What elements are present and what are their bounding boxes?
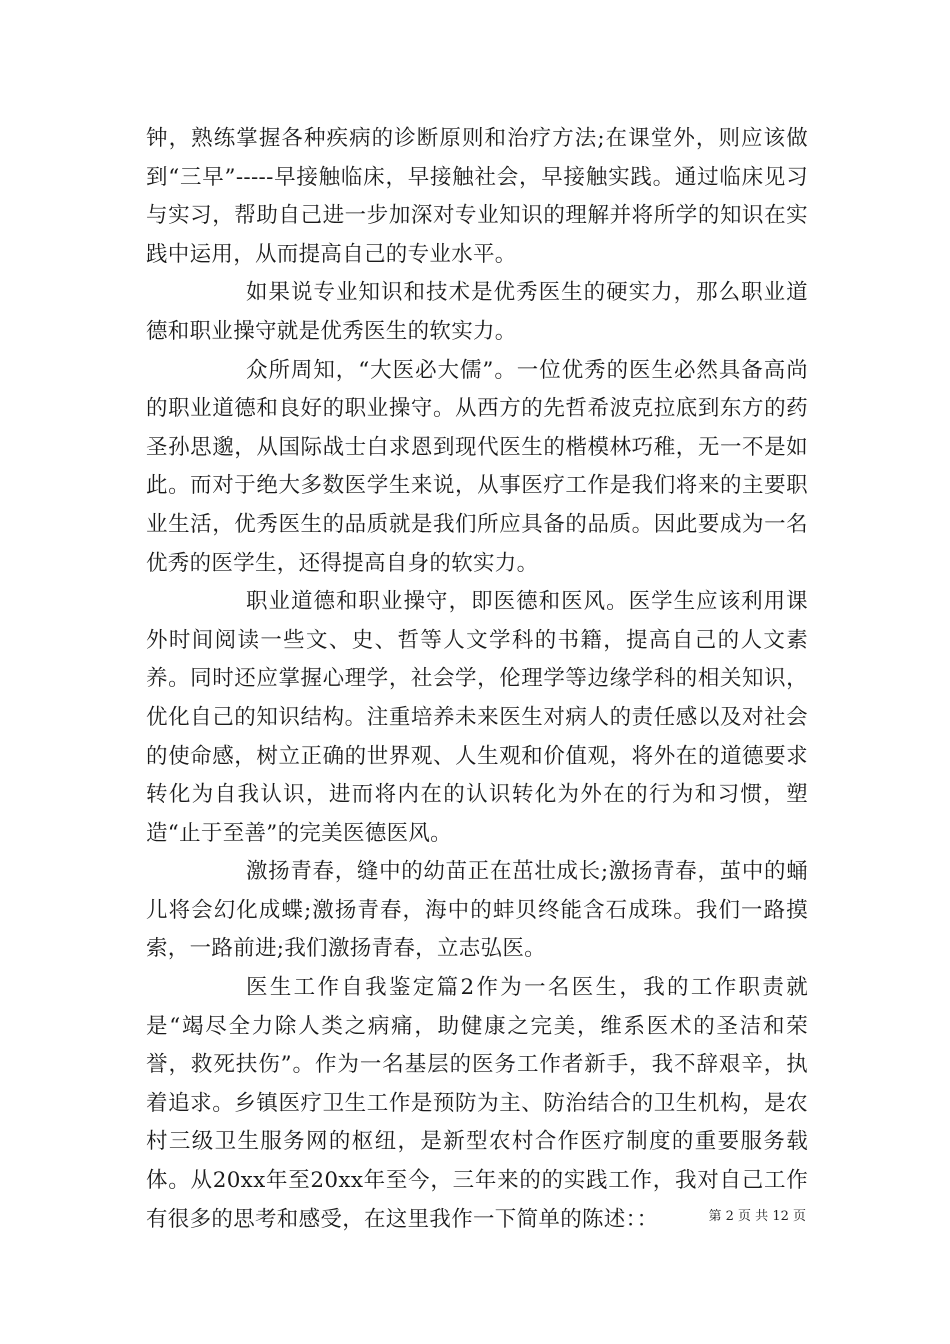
- paragraph-4: 职业道德和职业操守，即医德和医风。医学生应该利用课外时间阅读一些文、史、哲等人文学科的书籍，提高自己的人文素养。同时还应掌握心理学，社会学，伦理学等边缘学科的相关知识，优化自己的知识结构。注重培养未来医生对病人的责任感以及对社会的使命感，树立正确的世界观、人生观和价值观，将外在的道德要求转化为自我认识，进而将内在的认识转化为外在的行为和习惯，塑造“止于至善”的完美医德医风。: [146, 589, 808, 846]
- paragraph-3: 众所周知，“大医必大儒”。一位优秀的医生必然具备高尚的职业道德和良好的职业操守。从西方的先哲希波克拉底到东方的药圣孙思邈，从国际战士白求恩到现代医生的楷模林巧稚，无一不是如此。而对于绝大多数医学生来说，从事医疗工作是我们将来的主要职业生活，优秀医生的品质就是我们所应具备的品质。因此要成为一名优秀的医学生，还得提高自身的软实力。: [146, 357, 808, 576]
- page-number-footer: 第 2 页 共 12 页: [708, 1209, 806, 1224]
- paragraph-1: 钟，熟练掌握各种疾病的诊断原则和治疗方法;在课堂外，则应该做到“三早”-----早接触临床，早接触社会，早接触实践。通过临床见习与实习，帮助自己进一步加深对专业知识的理解并将所学的知识在实践中运用，从而提高自己的专业水平。: [146, 126, 808, 267]
- paragraph-6: 医生工作自我鉴定篇2作为一名医生，我的工作职责就是“竭尽全力除人类之病痛，助健康之完美，维系医术的圣洁和荣誉，救死扶伤”。作为一名基层的医务工作者新手，我不辞艰辛，执着追求。乡镇医疗卫生工作是预防为主、防治结合的卫生机构，是农村三级卫生服务网的枢纽，是新型农村合作医疗制度的重要服务载体。从20xx年至20xx年至今，三年来的的实践工作，我对自己工作有很多的思考和感受，在这里我作一下简单的陈述：：: [146, 975, 808, 1232]
- paragraph-5: 激扬青春，缝中的幼苗正在茁壮成长;激扬青春，茧中的蛹儿将会幻化成蝶;激扬青春，海中的蚌贝终能含石成珠。我们一路摸索，一路前进;我们激扬青春，立志弘医。: [146, 859, 808, 962]
- document-body: [146, 120, 808, 1239]
- paragraph-2: 如果说专业知识和技术是优秀医生的硬实力，那么职业道德和职业操守就是优秀医生的软实力。: [146, 280, 808, 344]
